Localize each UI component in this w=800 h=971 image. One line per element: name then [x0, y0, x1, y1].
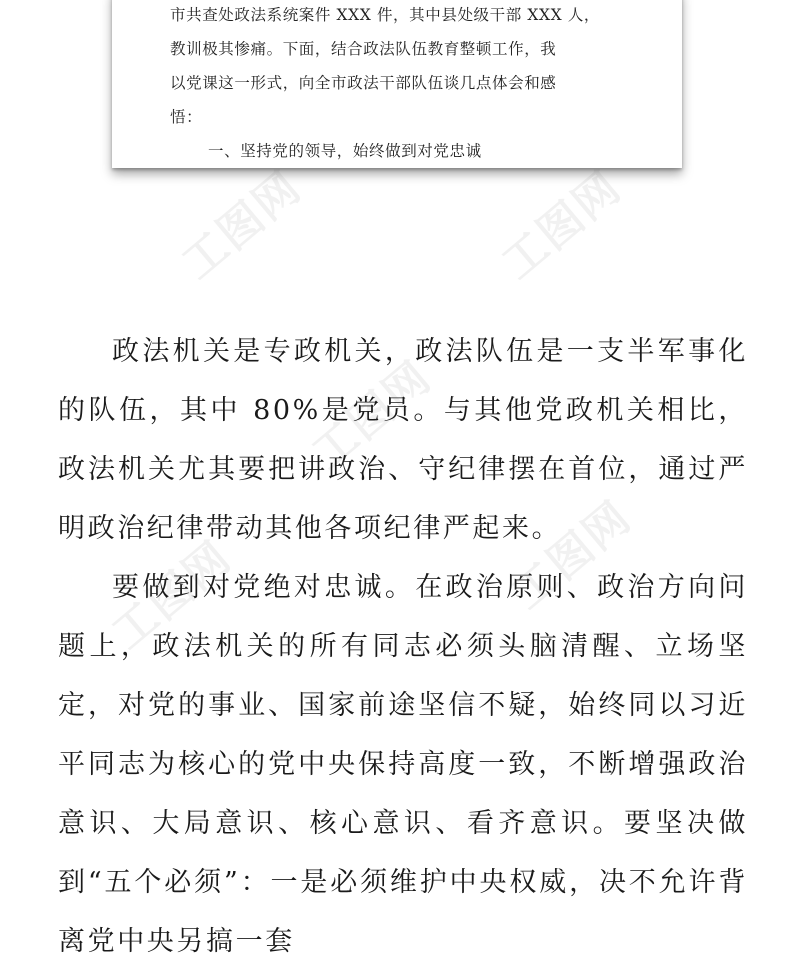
watermark: 工图网 [302, 351, 442, 480]
preview-line: 悟： [170, 108, 203, 126]
watermark: 工图网 [502, 491, 642, 620]
watermark: 工图网 [172, 161, 312, 290]
watermark: 工图网 [102, 531, 242, 660]
document-body [58, 322, 748, 971]
watermark: 工图网 [492, 161, 632, 290]
preview-line: 教训极其惨痛。下面，结合政法队伍教育整顿工作，我 [170, 40, 557, 58]
preview-section-heading: 一、坚持党的领导，始终做到对党忠诚 [208, 142, 482, 160]
document-preview-card [112, 0, 682, 168]
body-paragraph: 政法机关是专政机关，政法队伍是一支半军事化的队伍，其中 80%是党员。与其他党政机关相比，政法机关尤其要把讲政治、守纪律摆在首位，通过严明政治纪律带动其他各项纪律严起来。 [58, 336, 748, 544]
body-paragraph: 要做到对党绝对忠诚。在政治原则、政治方向问题上，政法机关的所有同志必须头脑清醒、立场坚定，对党的事业、国家前途坚信不疑，始终同以习近平同志为核心的党中央保持高度一致，不断增强政治意识、大局意识、核心意识、看齐意识。要坚决做到“五个必须”：一是必须维护中央权威，决不允许背离党中央另搞一套 [58, 572, 748, 957]
preview-text [170, 0, 650, 168]
preview-line: 以党课这一形式，向全市政法干部队伍谈几点体会和感 [170, 74, 557, 92]
preview-line: 市共查处政法系统案件 XXX 件，其中县处级干部 XXX 人， [170, 6, 601, 24]
